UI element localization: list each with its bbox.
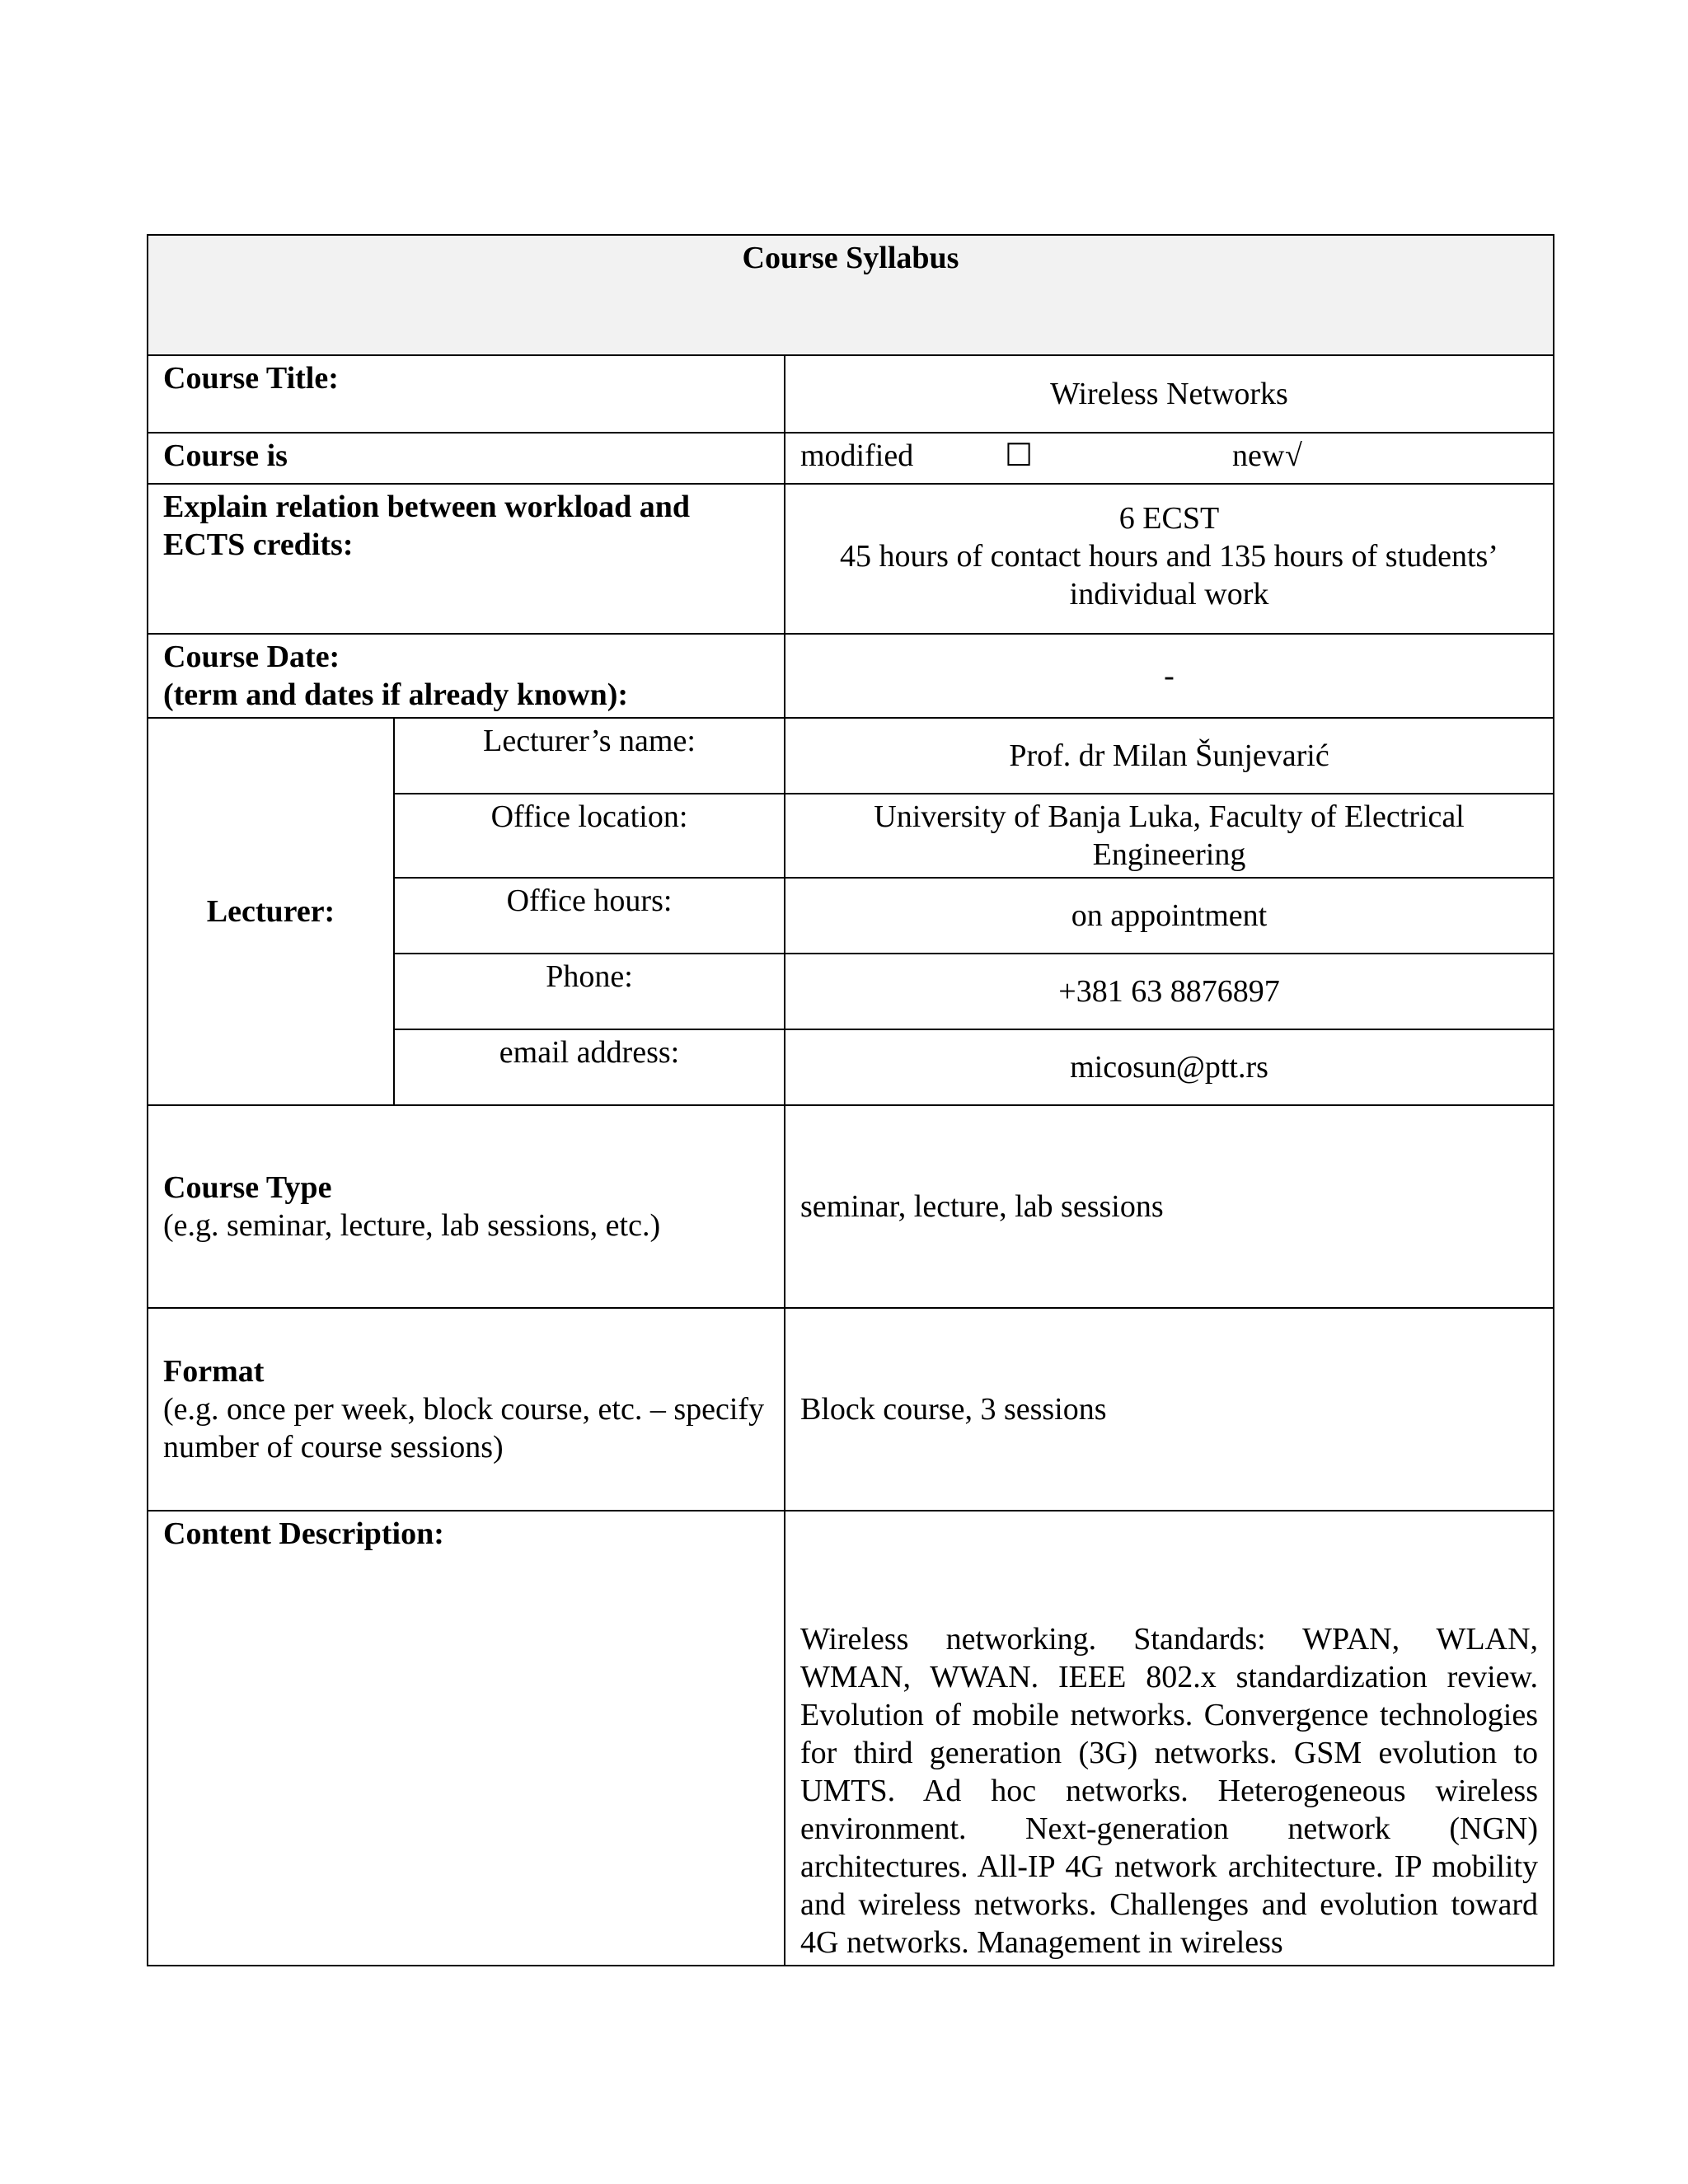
course-is-value [785, 433, 1554, 484]
course-type-label-sub: (e.g. seminar, lecture, lab sessions, etc.) [163, 1208, 661, 1243]
content-description-label: Content Description: [148, 1511, 785, 1966]
lecturer-name-value: Prof. dr Milan Šunjevarić [785, 718, 1554, 794]
course-date-label [148, 634, 785, 718]
modified-checkbox-icon: ☐ [1005, 438, 1034, 473]
course-is-label: Course is [148, 433, 785, 484]
row-course-is [148, 433, 1554, 484]
row-format [148, 1308, 1554, 1511]
course-date-label-main: Course Date: [163, 640, 340, 674]
email-label: email address: [394, 1029, 785, 1105]
course-title-value: Wireless Networks [785, 355, 1554, 433]
new-checkmark-icon: √ [1285, 438, 1302, 473]
office-hours-value: on appointment [785, 878, 1554, 954]
new-label: new [1232, 438, 1285, 473]
row-lecturer-name [148, 718, 1554, 794]
content-description-value: Wireless networking. Standards: WPAN, WLAN, WMAN, WWAN. IEEE 802.x standardization review. Evolution of mobile networks. Convergence technologies for third generation (3G) networks. GSM evolution to UMTS. Ad hoc networks. Heterogeneous wireless environment. Next-generation network (NGN) architectures. All-IP 4G network architecture. IP mobility and wireless networks. Challenges and evolution toward 4G networks. Management in wireless [785, 1511, 1554, 1966]
row-course-type [148, 1105, 1554, 1308]
course-date-value: - [785, 634, 1554, 718]
modified-label: modified [800, 438, 914, 473]
email-value: micosun@ptt.rs [785, 1029, 1554, 1105]
phone-value: +381 63 8876897 [785, 954, 1554, 1029]
workload-credits: 6 ECST [1118, 501, 1220, 536]
syllabus-title: Course Syllabus [148, 235, 1554, 355]
course-date-label-sub: (term and dates if already known): [163, 677, 629, 712]
format-label [148, 1308, 785, 1511]
syllabus-table [147, 234, 1554, 1966]
row-content-description [148, 1511, 1554, 1966]
row-course-title [148, 355, 1554, 433]
workload-label: Explain relation between workload and ECTS credits: [148, 484, 785, 634]
phone-label: Phone: [394, 954, 785, 1029]
office-hours-label: Office hours: [394, 878, 785, 954]
office-location-value: University of Banja Luka, Faculty of Electrical Engineering [785, 794, 1554, 878]
lecturer-name-label: Lecturer’s name: [394, 718, 785, 794]
workload-hours: 45 hours of contact hours and 135 hours of students’ individual work [840, 539, 1498, 612]
lecturer-label: Lecturer: [148, 718, 394, 1105]
office-location-label: Office location: [394, 794, 785, 878]
workload-value [785, 484, 1554, 634]
format-value: Block course, 3 sessions [785, 1308, 1554, 1511]
format-label-sub: (e.g. once per week, block course, etc. – specify number of course sessions) [163, 1392, 765, 1465]
row-course-date [148, 634, 1554, 718]
course-type-label-main: Course Type [163, 1170, 332, 1205]
table-header-row [148, 235, 1554, 355]
course-type-label [148, 1105, 785, 1308]
row-workload [148, 484, 1554, 634]
course-title-label: Course Title: [148, 355, 785, 433]
course-type-value: seminar, lecture, lab sessions [785, 1105, 1554, 1308]
format-label-main: Format [163, 1354, 265, 1389]
